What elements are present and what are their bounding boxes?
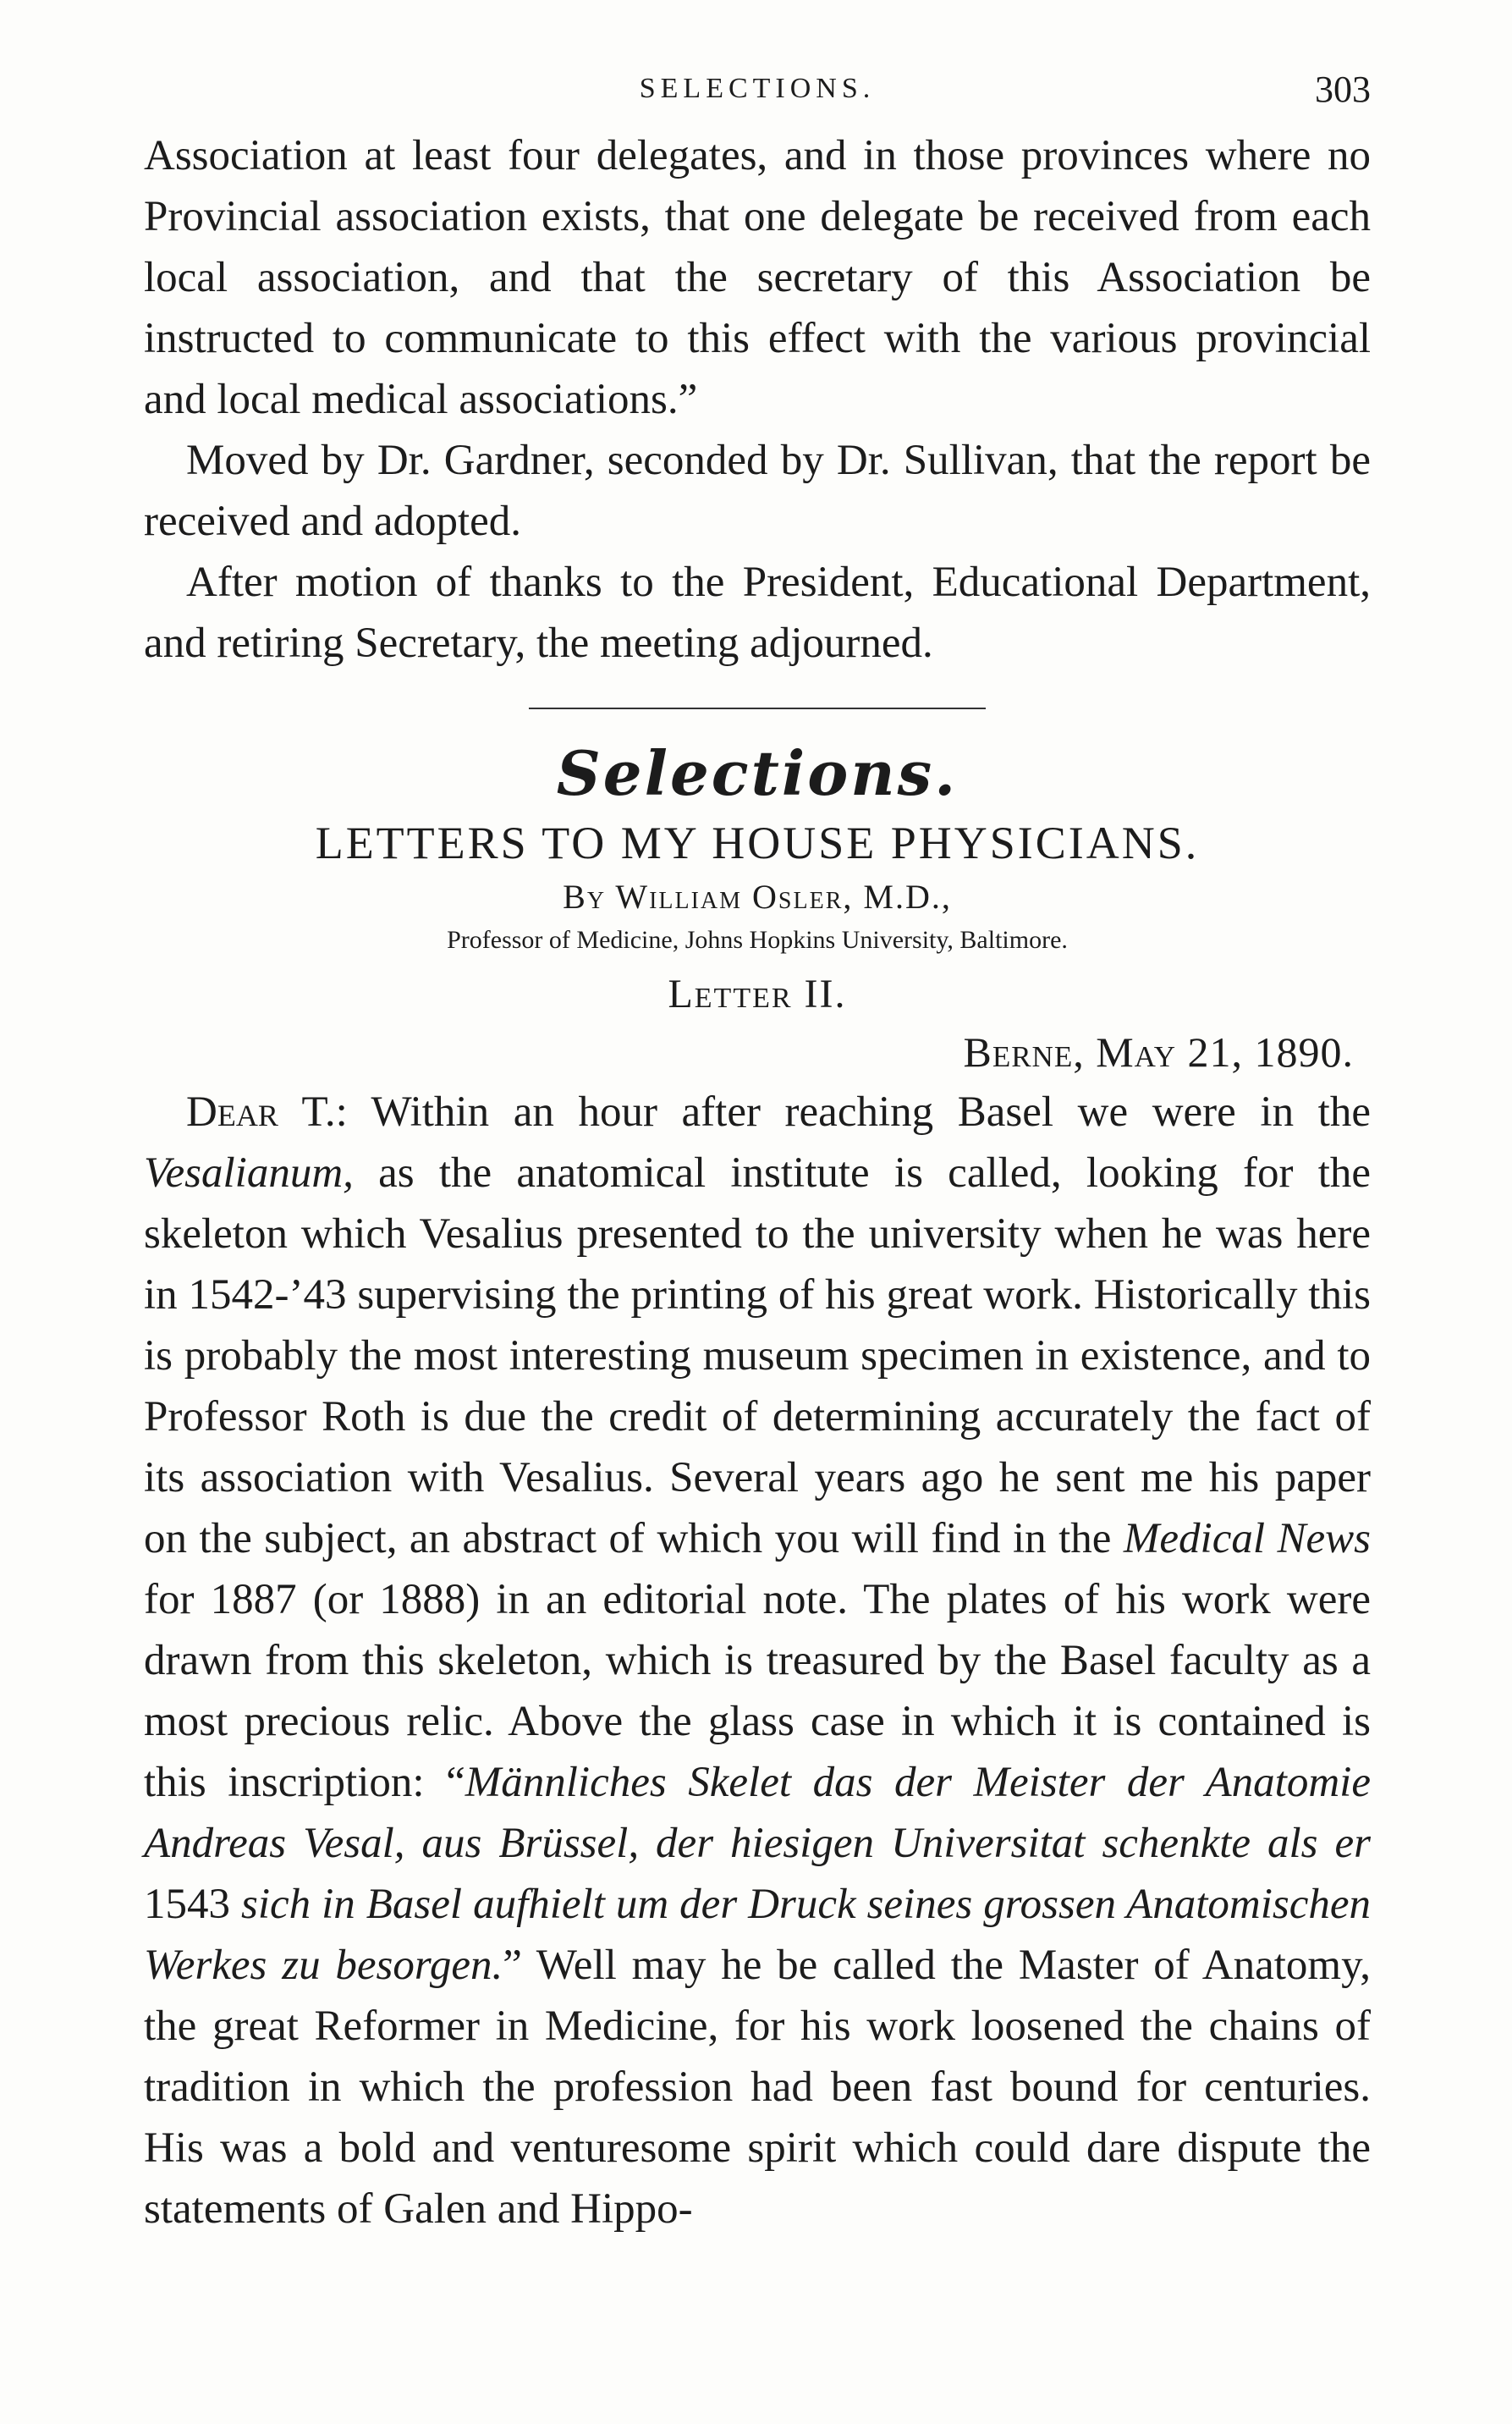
letter-text-run: Vesalianum, <box>144 1149 354 1197</box>
minutes-paragraph-2 <box>144 430 1371 552</box>
letter-text-run: 1543 <box>144 1881 241 1928</box>
article-title: LETTERS TO MY HOUSE PHYSICIANS. <box>315 818 1200 868</box>
letter-text-run: for 1887 (or 1888) in an editorial note. The plates of his work were drawn from this skeleton, which is treasured by the Basel faculty as a most precious relic. Above the glass case in which it is contained is this inscription: “ <box>144 1576 1371 1806</box>
letter-text-run: Within an hour after reaching Basel we were in the <box>371 1088 1371 1136</box>
minutes-paragraph-1 <box>144 125 1371 430</box>
letter-body <box>144 1082 1371 2239</box>
section-divider <box>529 708 986 709</box>
running-head <box>144 66 1371 125</box>
letter-text-run: Männliches Skelet das der Meister der Anatomie Andreas Vesal, aus Brüssel, der hiesigen Universitat schenkte als er <box>144 1759 1371 1867</box>
text-column <box>144 66 1371 2239</box>
letter-text-run: ” Well may he be called the Master of Anatomy, the great Reformer in Medicine, for his work loosened the chains of tradition in which the profession had been fast bound for centuries. His was a bold and venturesome spirit which could dare dispute the statements of Galen and Hippo- <box>144 1942 1372 2233</box>
minutes-paragraph-3 <box>144 552 1371 674</box>
letter-dateline: Berne, May 21, 1890. <box>963 1028 1354 1076</box>
letter-text-run: sich in Basel aufhielt um der Druck seines grossen Anatomischen Werkes zu besorgen. <box>144 1881 1371 1989</box>
letter-text-run: Medical News <box>1123 1515 1371 1562</box>
minutes-text-1: Association at least four delegates, and in those provinces where no Provincial association exists, that one delegate be received from each local association, and that the secretary of this Association be instructed to communicate to this effect with the various provincial and local medical associations.” <box>144 132 1371 423</box>
letter-salutation: Dear T.: <box>186 1088 348 1136</box>
page-number: 303 <box>1315 69 1371 110</box>
author-affiliation: Professor of Medicine, Johns Hopkins University, Baltimore. <box>447 926 1068 954</box>
running-title: SELECTIONS. <box>639 73 876 104</box>
letter-text-run: as the anatomical institute is called, looking for the skeleton which Vesalius presented to the university when he was here in 1542-’43 supervising the printing of his great work. Historically this is probably the most interesting museum specimen in existence, and to Professor Roth is due the credit of determining accurately the fact of its association with Vesalius. Several years ago he sent me his paper on the subject, an abstract of which you will find in the <box>144 1149 1371 1562</box>
minutes-text-2: Moved by Dr. Gardner, seconded by Dr. Sullivan, that the report be received and adopted. <box>144 437 1371 545</box>
letter-number: Letter II. <box>668 972 847 1016</box>
minutes-text-3: After motion of thanks to the President, Educational Department, and retiring Secretary, the meeting adjourned. <box>144 559 1371 667</box>
author-byline: By William Osler, M.D., <box>563 878 952 916</box>
section-heading: Selections. <box>556 737 959 809</box>
